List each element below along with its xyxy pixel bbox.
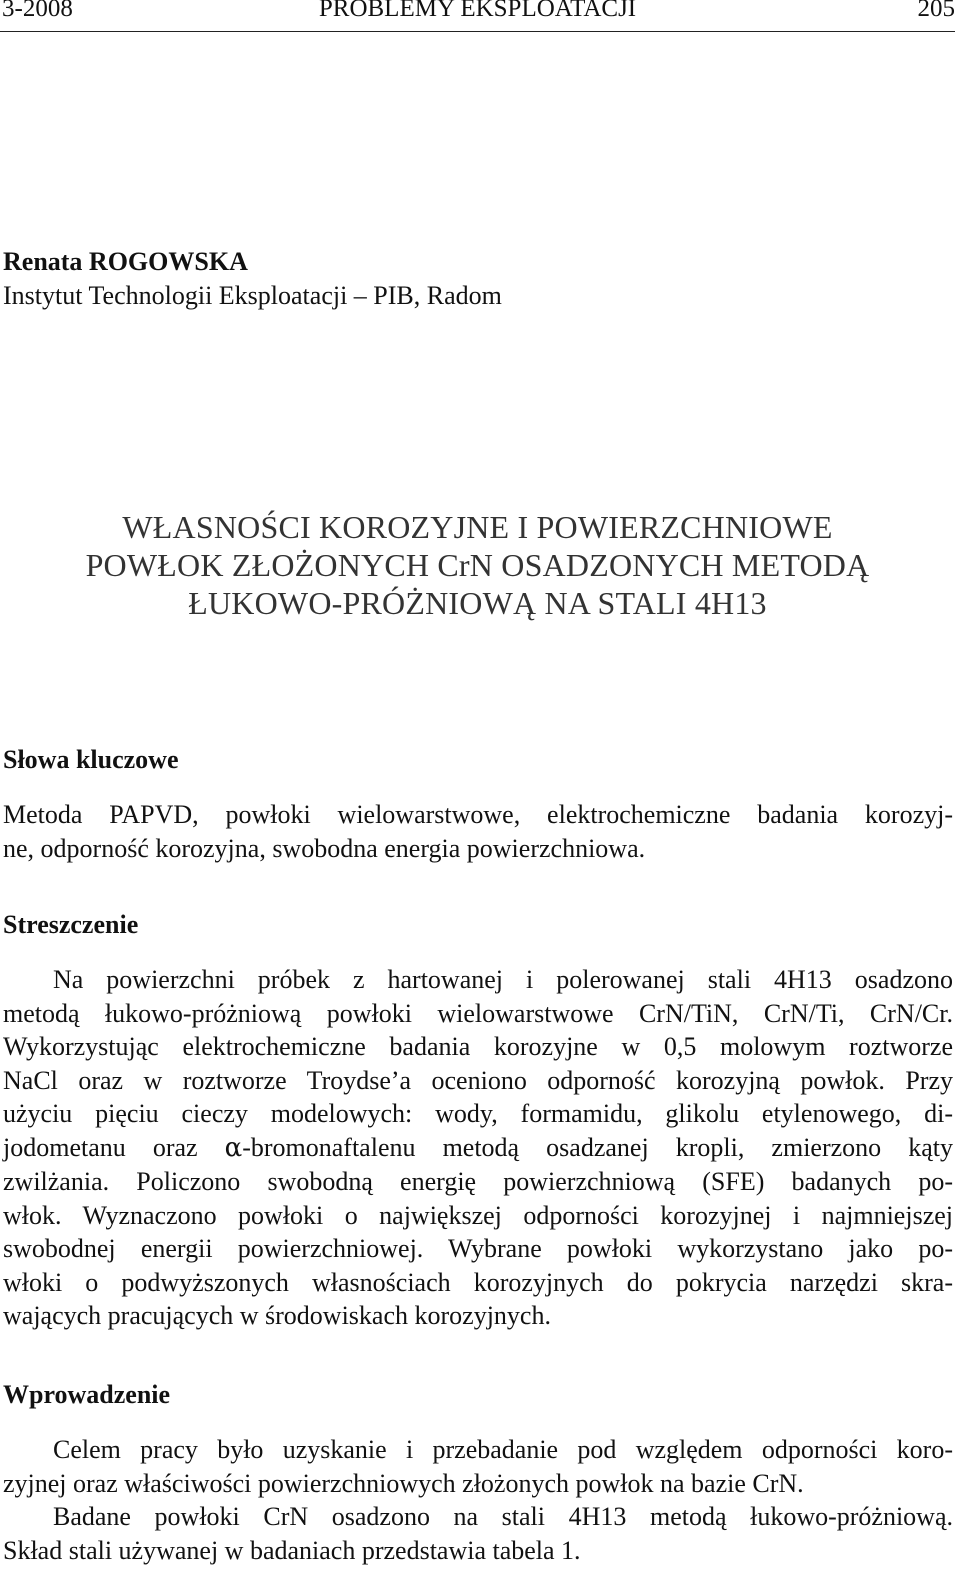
text-segment: jodometanu oraz xyxy=(3,1132,225,1162)
keywords-text xyxy=(3,798,953,865)
keywords-heading: Słowa kluczowe xyxy=(3,745,179,774)
issue-number: 3-2008 xyxy=(2,0,73,22)
text-line: Skład stali używanej w badaniach przedstawia tabela 1. xyxy=(3,1535,581,1565)
journal-name: PROBLEMY EKSPLOATACJI xyxy=(318,0,637,22)
text-line: metodą łukowo-próżniową powłoki wielowarstwowe CrN/TiN, CrN/Ti, CrN/Cr. xyxy=(3,998,953,1028)
title-line: ŁUKOWO-PRÓŻNIOWĄ NA STALI 4H13 xyxy=(188,585,767,621)
text-line: ne, odporność korozyjna, swobodna energia powierzchniowa. xyxy=(3,833,646,863)
text-line: Na powierzchni próbek z hartowanej i polerowanej stali 4H13 osadzono xyxy=(53,965,953,994)
abstract-heading: Streszczenie xyxy=(3,910,139,939)
text-line: Metoda PAPVD, powłoki wielowarstwowe, elektrochemiczne badania korozyj- xyxy=(3,800,953,829)
paper-title xyxy=(0,508,955,622)
introduction-text xyxy=(3,1433,953,1567)
text-line xyxy=(3,1131,953,1166)
alpha-symbol: α xyxy=(224,1132,243,1163)
text-line: użyciu pięciu cieczy modelowych: wody, formamidu, glikolu etylenowego, di- xyxy=(3,1099,953,1128)
text-line: włok. Wyznaczono powłoki o największej odporności korozyjnej i najmniejszej xyxy=(3,1200,953,1230)
author-name: Renata ROGOWSKA xyxy=(3,247,248,276)
page-number: 205 xyxy=(917,0,955,22)
running-header xyxy=(0,0,955,32)
abstract-text xyxy=(3,963,953,1333)
text-segment: -bromonaftalenu metodą osadzanej kropli, zmierzono kąty xyxy=(242,1132,953,1162)
author-affiliation: Instytut Technologii Eksploatacji – PIB, Radom xyxy=(3,281,502,310)
text-line: Wykorzystując elektrochemiczne badania korozyjne w 0,5 molowym roztworze xyxy=(3,1032,953,1061)
text-line: Celem pracy było uzyskanie i przebadanie pod względem odporności koro- xyxy=(53,1435,953,1464)
introduction-heading: Wprowadzenie xyxy=(3,1380,171,1409)
text-line: swobodnej energii powierzchniowej. Wybrane powłoki wykorzystano jako po- xyxy=(3,1234,953,1263)
text-line: włoki o podwyższonych własnościach korozyjnych do pokrycia narzędzi skra- xyxy=(3,1267,953,1297)
text-line: wających pracujących w środowiskach korozyjnych. xyxy=(3,1301,551,1330)
text-line: zyjnej oraz właściwości powierzchniowych złożonych powłok na bazie CrN. xyxy=(3,1468,804,1498)
title-line: POWŁOK ZŁOŻONYCH CrN OSADZONYCH METODĄ xyxy=(85,547,870,583)
text-line: NaCl oraz w roztworze Troydse’a oceniono odporność korozyjną powłok. Przy xyxy=(3,1065,953,1095)
title-line: WŁASNOŚCI KOROZYJNE I POWIERZCHNIOWE xyxy=(122,509,833,545)
text-line: zwilżania. Policzono swobodną energię powierzchniową (SFE) badanych po- xyxy=(3,1167,953,1196)
text-line: Badane powłoki CrN osadzono na stali 4H13 metodą łukowo-próżniową. xyxy=(53,1502,953,1531)
